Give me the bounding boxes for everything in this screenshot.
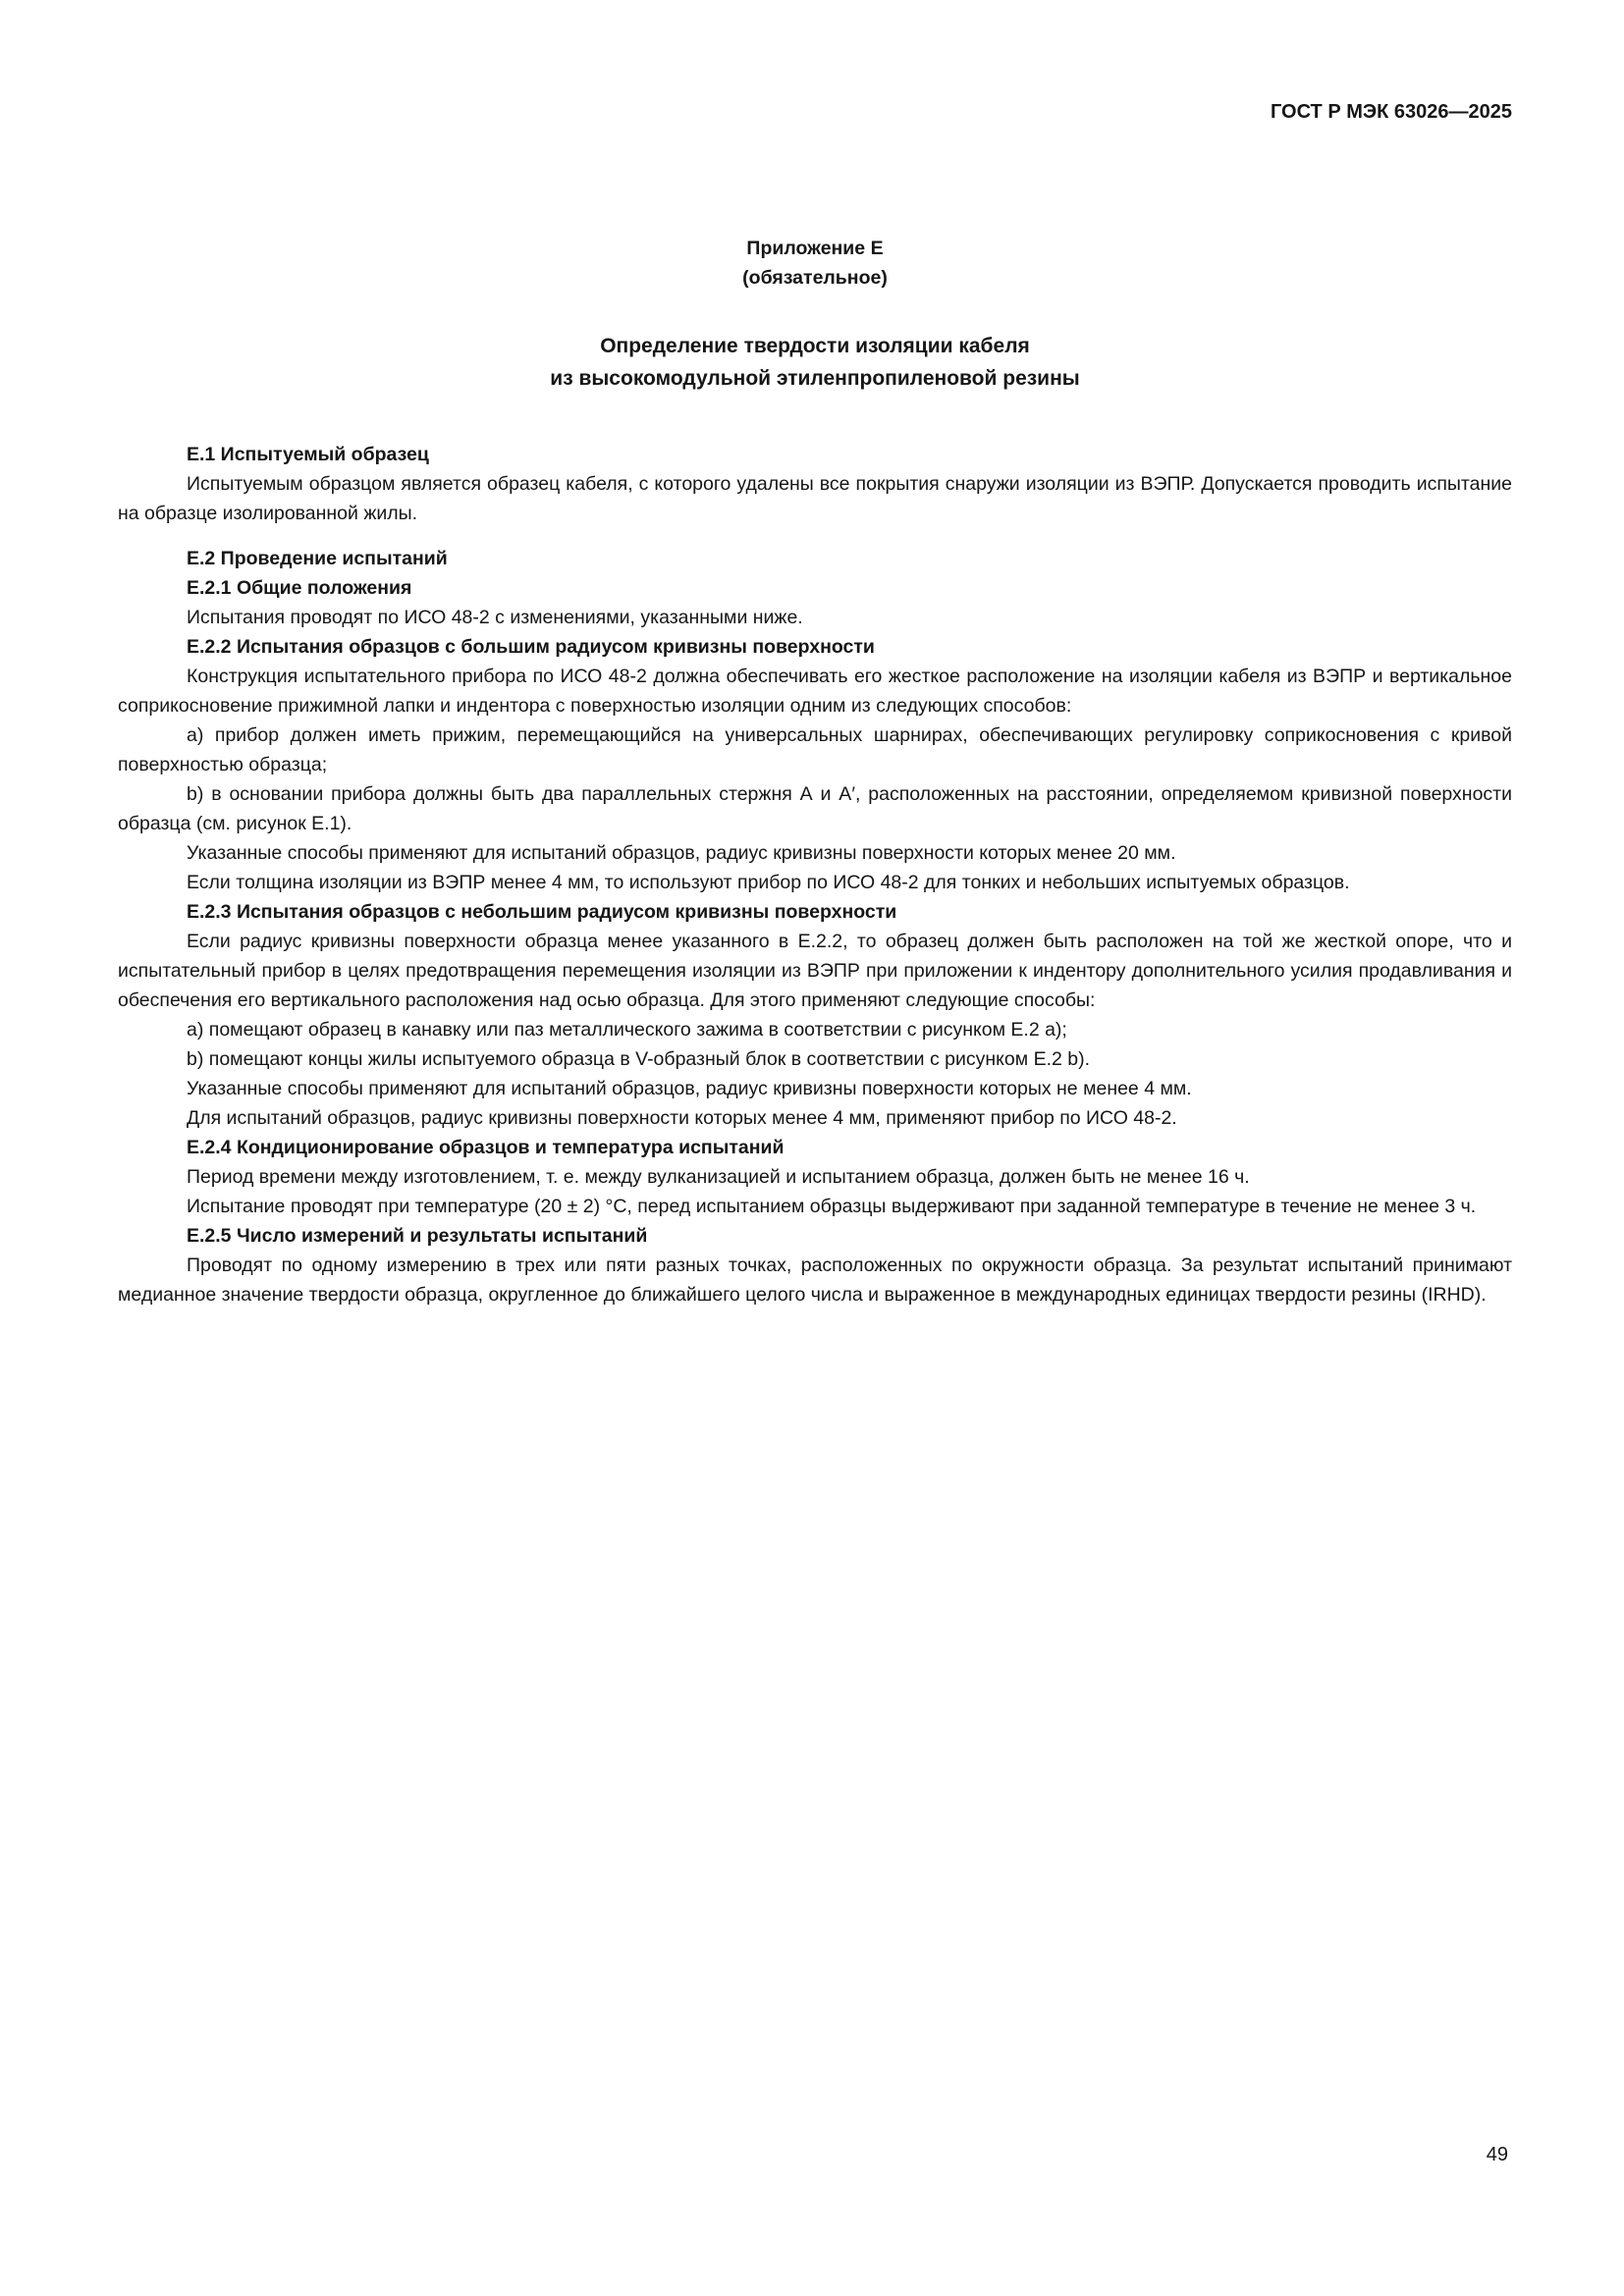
page-number: 49 [1486,2144,1508,2165]
paragraph: Испытание проводят при температуре (20 ± 2) °С, перед испытанием образцы выдерживают при заданной температуре в течение не менее 3 ч. [187,1196,1477,1217]
list-item-a: a) прибор должен иметь прижим, перемещающийся на универсальных шарнирах, обеспечивающих регулировку соприкосновения с кривой поверхностью образца; [118,724,1512,775]
paragraph: Указанные способы применяют для испытаний образцов, радиус кривизны поверхности которых менее 20 мм. [187,842,1176,864]
annex-label: Приложение Е [746,238,884,259]
list-item-a: a) помещают образец в канавку или паз металлического зажима в соответствии с рисунком Е.2 a); [187,1019,1067,1041]
paragraph: Испытуемым образцом является образец кабеля, с которого удалены все покрытия снаружи изоляции из ВЭПР. Допускается проводить испытание на образце изолированной жилы. [118,473,1512,524]
paragraph: Проводят по одному измерению в трех или пяти разных точках, расположенных по окружности образца. За результат испытаний принимают медианное значение твердости образца, округленное до ближайшего целого числа и выраженное в международных единицах твердости резины (IRHD). [118,1255,1512,1306]
annex-title-line1: Определение твердости изоляции кабеля [600,335,1030,357]
body-text [118,440,1512,1309]
paragraph: Указанные способы применяют для испытаний образцов, радиус кривизны поверхности которых не менее 4 мм. [187,1078,1192,1099]
heading-e2: Е.2 Проведение испытаний [187,548,448,569]
document-header-designation: ГОСТ Р МЭК 63026—2025 [1270,101,1512,123]
heading-e2-1: Е.2.1 Общие положения [187,577,412,599]
heading-e2-2: Е.2.2 Испытания образцов с большим радиусом кривизны поверхности [187,636,875,658]
page-content [118,100,1512,1309]
list-item-b: b) помещают концы жилы испытуемого образца в V-образный блок в соответствии с рисунком Е.2 b). [187,1048,1091,1070]
paragraph: Для испытаний образцов, радиус кривизны поверхности которых менее 4 мм, применяют прибор по ИСО 48-2. [187,1107,1177,1129]
annex-qualifier: (обязательное) [742,267,888,289]
paragraph: Если толщина изоляции из ВЭПР менее 4 мм, то используют прибор по ИСО 48-2 для тонких и небольших испытуемых образцов. [187,872,1350,893]
paragraph: Испытания проводят по ИСО 48-2 с изменениями, указанными ниже. [187,607,803,628]
heading-e2-4: Е.2.4 Кондиционирование образцов и температура испытаний [187,1137,785,1158]
annex-title-line2: из высокомодульной этиленпропиленовой резины [550,367,1080,390]
heading-e2-3: Е.2.3 Испытания образцов с небольшим радиусом кривизны поверхности [187,901,897,923]
paragraph: Период времени между изготовлением, т. е. между вулканизацией и испытанием образца, должен быть не менее 16 ч. [187,1166,1250,1188]
heading-e1: Е.1 Испытуемый образец [187,444,429,465]
annex-title [118,330,1512,395]
list-item-b: b) в основании прибора должны быть два параллельных стержня А и А′, расположенных на расстоянии, определяемом кривизной поверхности образца (см. рисунок Е.1). [118,783,1512,834]
paragraph: Конструкция испытательного прибора по ИСО 48-2 должна обеспечивать его жесткое расположение на изоляции кабеля из ВЭПР и вертикальное соприкосновение прижимной лапки и индентора с поверхностью изоляции одним из следующих способов: [118,666,1512,717]
heading-e2-5: Е.2.5 Число измерений и результаты испытаний [187,1225,648,1247]
paragraph: Если радиус кривизны поверхности образца менее указанного в Е.2.2, то образец должен быть расположен на той же жесткой опоре, что и испытательный прибор в целях предотвращения перемещения изоляции из ВЭПР при приложении к индентору дополнительного усилия продавливания и обеспечения его вертикального расположения над осью образца. Для этого применяют следующие способы: [118,931,1512,1011]
